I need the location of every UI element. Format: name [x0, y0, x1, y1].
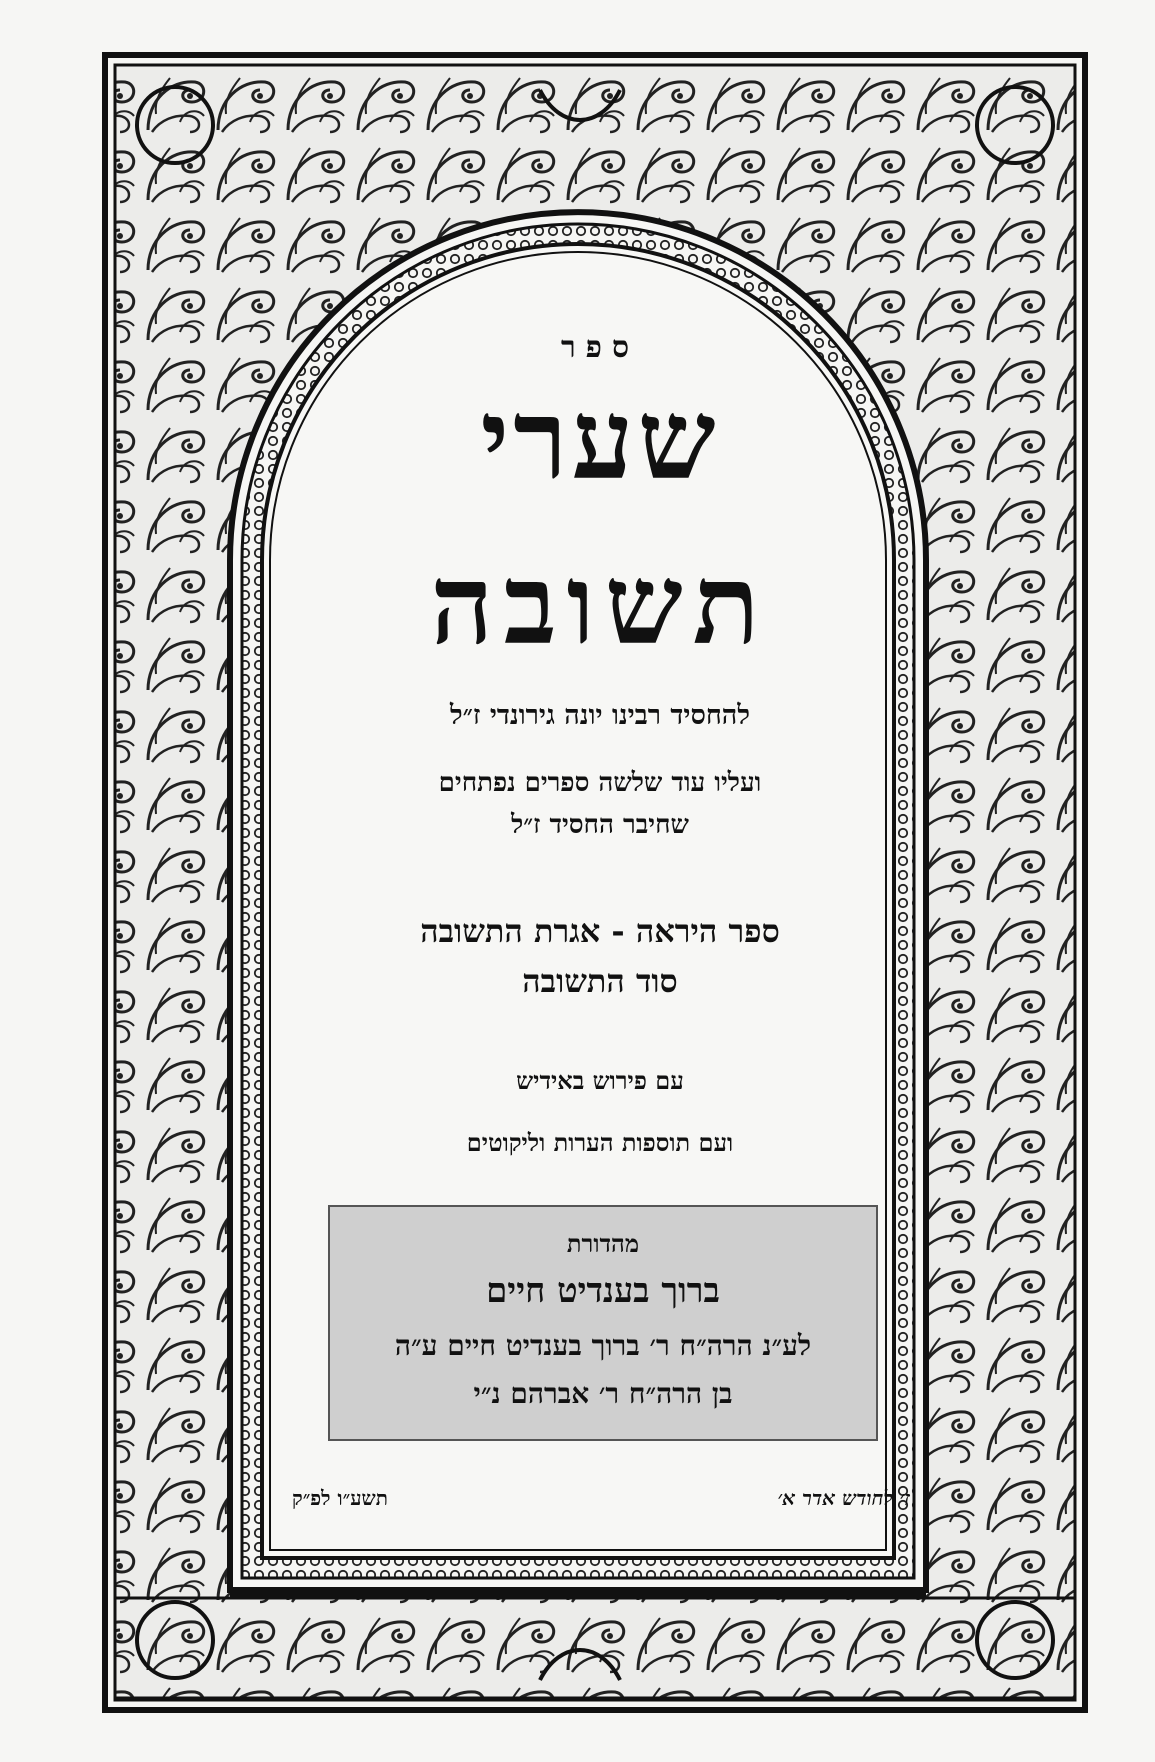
memorial-line-1: לע״נ הרה״ח ר׳ ברוך בענדיט חיים ע״ה — [394, 1329, 812, 1362]
edition-label: מהדורת — [566, 1229, 640, 1258]
memorial-line-2: בן הרה״ח ר׳ אברהם נ״י — [473, 1377, 733, 1410]
books-list-line-1: ספר היראה - אגרת התשובה — [420, 912, 780, 950]
sefer-label: ספר — [560, 330, 640, 365]
title-line-2: תשובה — [430, 540, 770, 669]
commentary-line: עם פירוש באידיש — [516, 1066, 684, 1095]
books-list-line-2: סוד התשובה — [522, 962, 678, 1000]
title-line-1: שערי — [480, 375, 720, 504]
publication-year: תשע״ו לפ״ק — [292, 1486, 388, 1510]
title-content — [270, 290, 930, 1530]
author-line: להחסיד רבינו יונה גירונדי ז״ל — [450, 700, 750, 731]
notes-line: ועם תוספות הערות וליקוטים — [466, 1128, 734, 1157]
edition-box — [328, 1205, 878, 1441]
additional-books-line-1: ועליו עוד שלשה ספרים נפתחים — [438, 768, 762, 798]
publication-date: ז׳ לחודש אדר א׳ — [777, 1486, 910, 1510]
additional-books-line-2: שחיבר החסיד ז״ל — [511, 810, 689, 840]
edition-name: ברוך בענדיט חיים — [486, 1271, 720, 1311]
